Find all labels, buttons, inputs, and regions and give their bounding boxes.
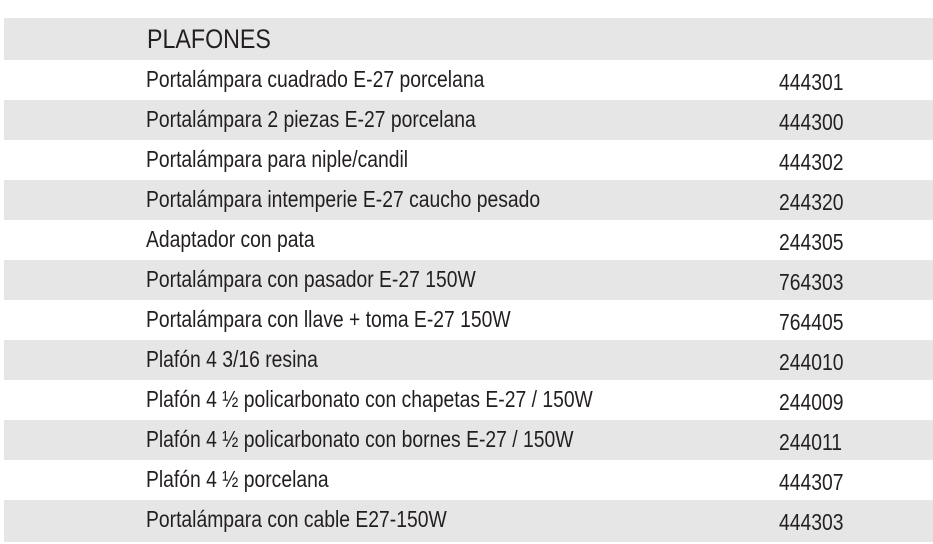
table-row [4, 380, 933, 420]
item-description: Portalámpara cuadrado E-27 porcelana [146, 66, 485, 92]
item-code: 444302 [779, 149, 844, 175]
item-description: Plafón 4 3/16 resina [146, 346, 318, 372]
item-description: Portalámpara 2 piezas E-27 porcelana [146, 106, 476, 132]
table-row [4, 140, 933, 180]
item-description: Portalámpara para niple/candil [146, 146, 409, 172]
table-row [4, 180, 933, 220]
item-code: 764405 [779, 309, 844, 335]
table-row [4, 100, 933, 140]
table-row [4, 340, 933, 380]
item-description: Portalámpara intemperie E-27 caucho pesado [146, 186, 541, 212]
item-code: 444307 [779, 469, 844, 495]
item-code: 444301 [779, 69, 844, 95]
item-code: 244009 [779, 389, 844, 415]
section-header [4, 18, 933, 60]
item-description: Plafón 4 ½ policarbonato con chapetas E-27 / 150W [146, 386, 593, 412]
table-row [4, 420, 933, 460]
table-row [4, 300, 933, 340]
item-description: Portalámpara con llave + toma E-27 150W [146, 306, 511, 332]
table-row [4, 60, 933, 100]
table-row [4, 460, 933, 500]
item-code: 244010 [779, 349, 844, 375]
item-description: Portalámpara con cable E27-150W [146, 506, 447, 532]
product-list [4, 18, 933, 542]
section-title: PLAFONES [147, 24, 271, 54]
item-code: 244305 [779, 229, 844, 255]
table-row [4, 260, 933, 300]
item-description: Portalámpara con pasador E-27 150W [146, 266, 476, 292]
table-row [4, 500, 933, 542]
item-description: Plafón 4 ½ policarbonato con bornes E-27 / 150W [146, 426, 574, 452]
item-description: Plafón 4 ½ porcelana [146, 466, 329, 492]
item-code: 244320 [779, 189, 844, 215]
item-code: 244011 [779, 429, 843, 455]
item-code: 444300 [779, 109, 844, 135]
table-row [4, 220, 933, 260]
item-description: Adaptador con pata [146, 226, 315, 252]
item-code: 444303 [779, 509, 844, 535]
item-code: 764303 [779, 269, 844, 295]
